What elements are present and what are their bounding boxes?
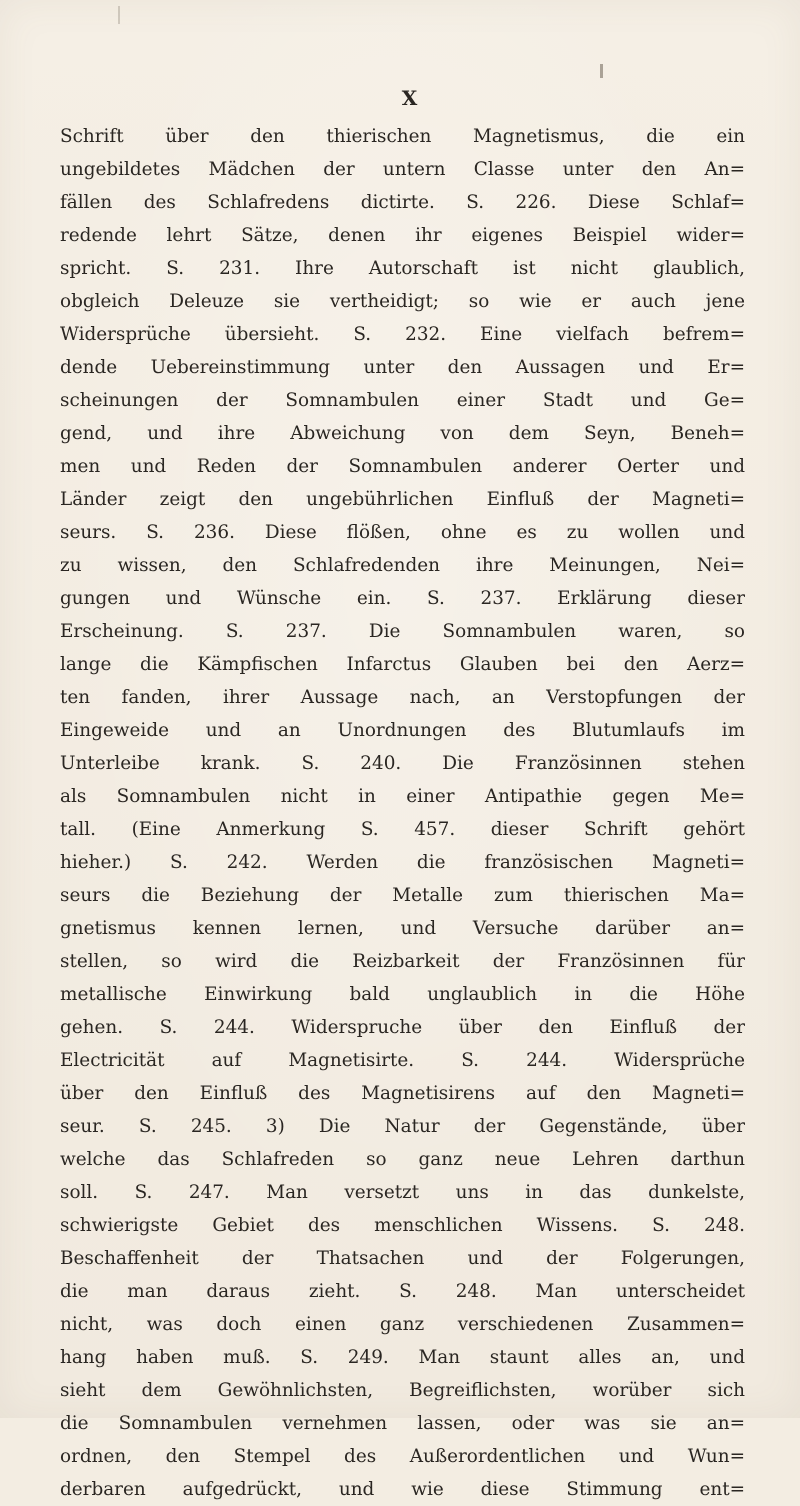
text-line: hang haben muß. S. 249. Man staunt alles an, und — [60, 1347, 745, 1368]
text-line: gend, und ihre Abweichung von dem Seyn, Beneh= — [60, 423, 745, 444]
text-line: Electricität auf Magnetisirte. S. 244. Widersprüche — [60, 1050, 745, 1071]
text-line: seurs. S. 236. Diese flößen, ohne es zu wollen und — [60, 522, 745, 543]
text-line: die Somnambulen vernehmen lassen, oder was sie an= — [60, 1413, 745, 1434]
text-line: Widersprüche übersieht. S. 232. Eine vielfach befrem= — [60, 324, 745, 345]
text-line: obgleich Deleuze sie vertheidigt; so wie er auch jene — [60, 291, 745, 312]
text-line: men und Reden der Somnambulen anderer Oerter und — [60, 456, 745, 477]
text-line: derbaren aufgedrückt, und wie diese Stimmung ent= — [60, 1479, 745, 1500]
text-line: soll. S. 247. Man versetzt uns in das dunkelste, — [60, 1182, 745, 1203]
text-line: seur. S. 245. 3) Die Natur der Gegenstände, über — [60, 1116, 745, 1137]
text-line: lange die Kämpfischen Infarctus Glauben bei den Aerz= — [60, 654, 745, 675]
text-line: schwierigste Gebiet des menschlichen Wissens. S. 248. — [60, 1215, 745, 1236]
text-line: welche das Schlafreden so ganz neue Lehren darthun — [60, 1149, 745, 1170]
text-line: nicht, was doch einen ganz verschiedenen Zusammen= — [60, 1314, 745, 1335]
margin-mark — [118, 6, 120, 24]
text-line: Beschaffenheit der Thatsachen und der Folgerungen, — [60, 1248, 745, 1269]
text-line: seurs die Beziehung der Metalle zum thierischen Ma= — [60, 885, 745, 906]
text-line: gungen und Wünsche ein. S. 237. Erklärung dieser — [60, 588, 745, 609]
text-line: über den Einfluß des Magnetisirens auf den Magneti= — [60, 1083, 745, 1104]
text-line: Schrift über den thierischen Magnetismus, die ein — [60, 126, 745, 147]
text-line: metallische Einwirkung bald unglaublich in die Höhe — [60, 984, 745, 1005]
text-line: sieht dem Gewöhnlichsten, Begreiflichsten, worüber sich — [60, 1380, 745, 1401]
text-line: hieher.) S. 242. Werden die französischen Magneti= — [60, 852, 745, 873]
text-line: fällen des Schlafredens dictirte. S. 226. Diese Schlaf= — [60, 192, 745, 213]
text-line: ten fanden, ihrer Aussage nach, an Verstopfungen der — [60, 687, 745, 708]
text-line: gnetismus kennen lernen, und Versuche darüber an= — [60, 918, 745, 939]
text-line: tall. (Eine Anmerkung S. 457. dieser Schrift gehört — [60, 819, 745, 840]
text-line: die man daraus zieht. S. 248. Man unterscheidet — [60, 1281, 745, 1302]
text-line: ordnen, den Stempel des Außerordentlichen und Wun= — [60, 1446, 745, 1467]
text-line: zu wissen, den Schlafredenden ihre Meinungen, Nei= — [60, 555, 745, 576]
text-line: Länder zeigt den ungebührlichen Einfluß der Magneti= — [60, 489, 745, 510]
text-line: spricht. S. 231. Ihre Autorschaft ist nicht glaublich, — [60, 258, 745, 279]
text-line: Unterleibe krank. S. 240. Die Französinnen stehen — [60, 753, 745, 774]
text-line: redende lehrt Sätze, denen ihr eigenes Beispiel wider= — [60, 225, 745, 246]
text-line: scheinungen der Somnambulen einer Stadt und Ge= — [60, 390, 745, 411]
text-line: als Somnambulen nicht in einer Antipathie gegen Me= — [60, 786, 745, 807]
text-line: dende Uebereinstimmung unter den Aussagen und Er= — [60, 357, 745, 378]
body-text — [60, 120, 745, 1506]
text-line: Erscheinung. S. 237. Die Somnambulen waren, so — [60, 621, 745, 642]
text-line: gehen. S. 244. Widerspruche über den Einfluß der — [60, 1017, 745, 1038]
text-line: ungebildetes Mädchen der untern Classe unter den An= — [60, 159, 745, 180]
page-number: X — [401, 86, 419, 110]
text-line: Eingeweide und an Unordnungen des Blutumlaufs im — [60, 720, 745, 741]
print-mark — [600, 64, 603, 78]
text-line: stellen, so wird die Reizbarkeit der Französinnen für — [60, 951, 745, 972]
